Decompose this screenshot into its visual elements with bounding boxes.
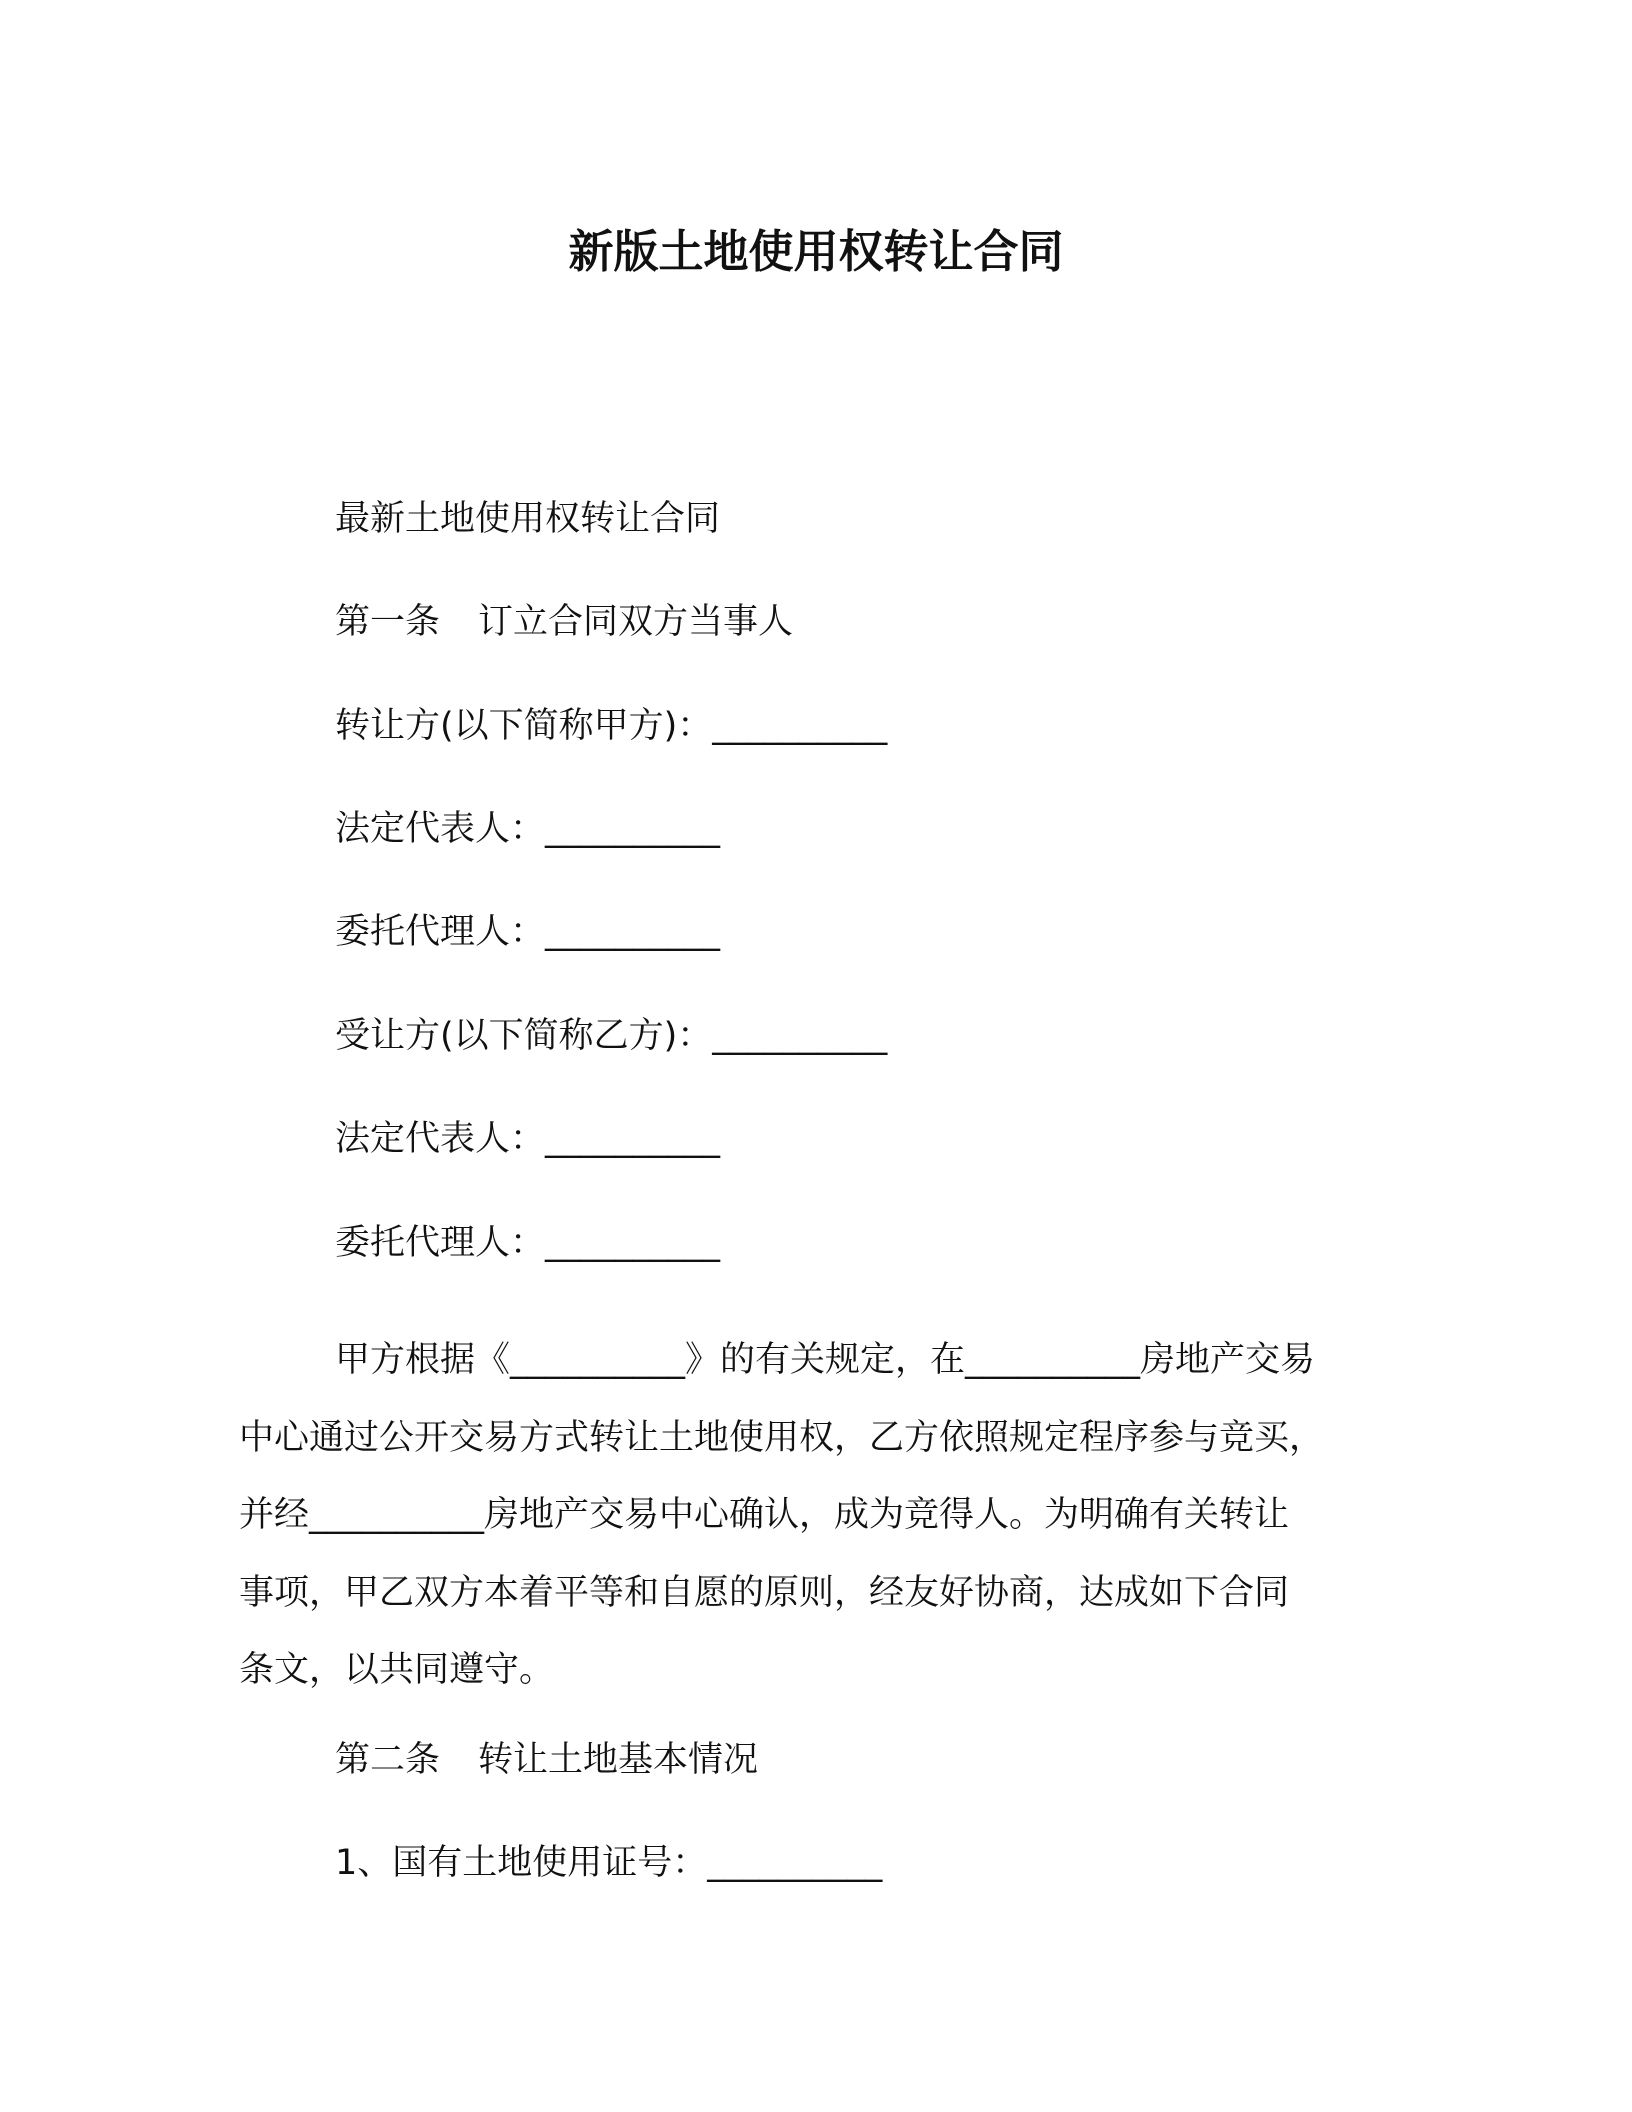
transferee-line: 受让方(以下简称乙方)：__________ xyxy=(335,1016,888,1056)
article-1-heading xyxy=(335,596,793,648)
legal-representative-2-line: 法定代表人：__________ xyxy=(335,1119,721,1159)
paragraph-line: 条文，以共同遵守。 xyxy=(239,1650,555,1690)
document-title: 新版土地使用权转让合同 xyxy=(568,225,1064,278)
subtitle: 最新土地使用权转让合同 xyxy=(335,499,721,539)
item-1-land-certificate-line: 1、国有土地使用证号：__________ xyxy=(335,1843,883,1883)
article-2-heading xyxy=(335,1734,758,1786)
paragraph-line: 甲方根据《__________》的有关规定，在__________房地产交易 xyxy=(335,1340,1316,1380)
agent-1-line: 委托代理人：__________ xyxy=(335,912,721,952)
legal-representative-1-line: 法定代表人：__________ xyxy=(335,809,721,849)
article-1-number: 第一条 xyxy=(335,602,441,642)
agent-2-line: 委托代理人：__________ xyxy=(335,1223,721,1263)
article-2-title: 转让土地基本情况 xyxy=(478,1740,759,1780)
paragraph-line: 并经__________房地产交易中心确认，成为竞得人。为明确有关转让 xyxy=(239,1495,1290,1535)
article-2-number: 第二条 xyxy=(335,1740,441,1780)
transferor-line: 转让方(以下简称甲方)：__________ xyxy=(335,706,888,746)
article-1-title: 订立合同双方当事人 xyxy=(478,602,794,642)
paragraph-line: 中心通过公开交易方式转让土地使用权，乙方依照规定程序参与竞买， xyxy=(239,1417,1325,1458)
paragraph-line: 事项，甲乙双方本着平等和自愿的原则，经友好协商，达成如下合同 xyxy=(239,1572,1290,1613)
preamble-paragraph xyxy=(239,1322,1399,1710)
